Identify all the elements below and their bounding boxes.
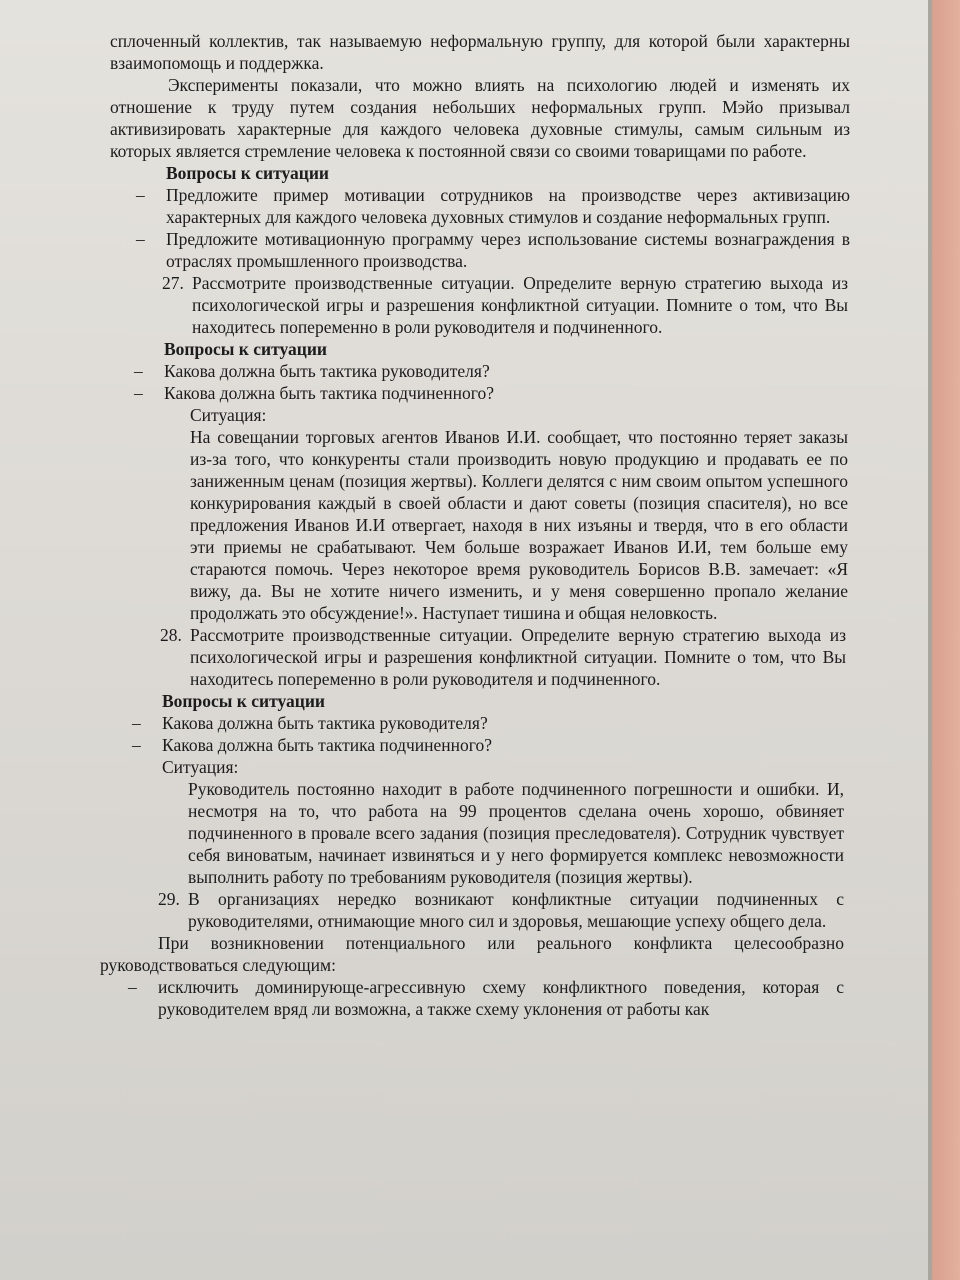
list-item (134, 360, 848, 382)
list-item-text: Какова должна быть тактика подчиненного? (164, 383, 495, 403)
situation-text: На совещании торговых агентов Иванов И.И. сообщает, что постоянно теряет заказы из-за того, что конкуренты стали производить новую продукцию и продавать ее по заниженным ценам (позиция жертвы). Коллеги делятся с ним своим опытом успешного конкурирования каждый в своей области и дают советы (позиция спасителя), но все предложения Иванов И.И отвергает, находя в них изъяны и твердя, что в его области эти приемы не срабатывают. Чем больше возражает Иванов И.И, тем больше ему стараются помочь. Через некоторое время руководитель Борисов В.В. замечает: «Я вижу, да. Вы не хотите ничего изменить, и у меня совершенно пропало желание продолжать это обсуждение!». Наступает тишина и общая неловкость. (190, 427, 848, 623)
section-heading: Вопросы к ситуации (162, 691, 325, 711)
dash-bullet: – (128, 977, 137, 997)
section-heading: Вопросы к ситуации (164, 339, 327, 359)
dash-bullet: – (136, 229, 145, 249)
numbered-item-29 (158, 888, 844, 932)
situation-label: Ситуация: (190, 405, 267, 425)
intro-paragraph-2: Эксперименты показали, что можно влиять на психологию людей и изменять их отношение к труду путем создания небольших неформальных групп. Мэйо призывал активизировать характерные для каждого человека духовные стимулы, самым сильным из которых является стремление человека к постоянной связи со своими товарищами по работе. (110, 75, 850, 161)
dash-bullet: – (132, 713, 141, 733)
numbered-item-27 (162, 272, 848, 338)
list-item-text: Какова должна быть тактика подчиненного? (162, 735, 493, 755)
list-item-text: Какова должна быть тактика руководителя? (164, 361, 490, 381)
list-item (128, 976, 844, 1020)
list-item (134, 382, 848, 404)
item-text: Рассмотрите производственные ситуации. Определите верную стратегию выхода из психологической игры и разрешения конфликтной ситуации. Помните о том, что Вы находитесь попеременно в роли руководителя и подчиненного. (192, 273, 848, 337)
dash-bullet: – (134, 383, 143, 403)
list-item (132, 734, 846, 756)
body-paragraph: При возникновении потенциального или реального конфликта целесообразно руководствоваться следующим: (100, 933, 844, 975)
list-item-text: Какова должна быть тактика руководителя? (162, 713, 488, 733)
list-item-text: исключить доминирующе-агрессивную схему конфликтного поведения, которая с руководителем вряд ли возможна, а также схему уклонения от работы как (158, 977, 844, 1019)
section-heading: Вопросы к ситуации (166, 163, 329, 183)
item-number: 27. (162, 273, 184, 293)
item-number: 28. (160, 625, 182, 645)
situation-label: Ситуация: (162, 757, 239, 777)
item-text: В организациях нередко возникают конфликтные ситуации подчиненных с руководителями, отнимающие много сил и здоровья, мешающие успеху общего дела. (188, 889, 844, 931)
list-item (132, 712, 846, 734)
intro-paragraph-1: сплоченный коллектив, так называемую неформальную группу, для которой были характерны взаимопомощь и поддержка. (110, 31, 850, 73)
item-number: 29. (158, 889, 180, 909)
list-item-text: Предложите мотивационную программу через использование системы вознаграждения в отраслях промышленного производства. (166, 229, 850, 271)
list-item (136, 184, 850, 228)
list-item (136, 228, 850, 272)
list-item-text: Предложите пример мотивации сотрудников на производстве через активизацию характерных для каждого человека духовных стимулов и создание неформальных групп. (166, 185, 850, 227)
document-text (0, 30, 930, 1020)
item-text: Рассмотрите производственные ситуации. Определите верную стратегию выхода из психологической игры и разрешения конфликтной ситуации. Помните о том, что Вы находитесь попеременно в роли руководителя и подчиненного. (190, 625, 846, 689)
dash-bullet: – (132, 735, 141, 755)
situation-text: Руководитель постоянно находит в работе подчиненного погрешности и ошибки. И, несмотря на то, что работа на 99 процентов сделана очень хорошо, обвиняет подчиненного в провале всего задания (позиция преследователя). Сотрудник чувствует себя виноватым, начинает извиняться и у него формируется комплекс невозможности выполнить работу по требованиям руководителя (позиция жертвы). (188, 779, 844, 887)
dash-bullet: – (134, 361, 143, 381)
background-cover-strip (932, 0, 960, 1280)
numbered-item-28 (160, 624, 846, 690)
dash-bullet: – (136, 185, 145, 205)
